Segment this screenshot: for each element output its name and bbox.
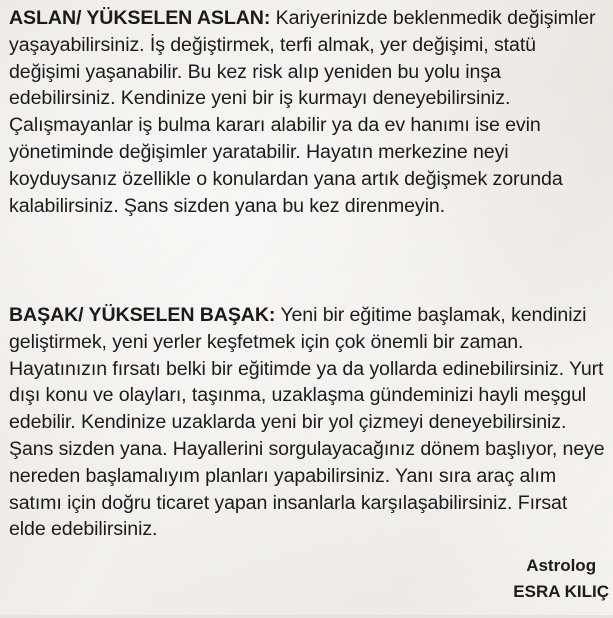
author-signature: [513, 553, 609, 605]
section-body-aslan: Kariyerinizde beklenmedik değişimler yaşayabilirsiniz. İş değiştirmek, terfi almak, yer değişimi, statü değişimi yaşanabilir. Bu kez risk alıp yeniden bu yolu inşa edebilirsiniz. Kendinize yeni bir iş kurmayı deneyebilirsiniz. Çalışmayanlar iş bulma kararı alabilir ya da ev hanımı ise evin yönetiminde değişimler yaratabilir. Hayatın merkezine neyi koyduysanız özellikle o konulardan yana artık değişmek zorunda kalabilirsiniz. Şans sizden yana bu kez direnmeyin.: [9, 7, 596, 217]
signature-name: ESRA KILIÇ: [513, 582, 609, 601]
section-body-basak: Yeni bir eğitime başlamak, kendinizi geliştirmek, yeni yerler keşfetmek için çok önemli bir zaman. Hayatınızın fırsatı belki bir eğitimde ya da yollarda edinebilirsiniz. Yurt dışı konu ve olayları, taşınma, uzaklaşma gündeminizi hayli meşgul edebilir. Kendinize uzaklarda yeni bir yol çizmeyi deneyebilirsiniz. Şans sizden yana. Hayallerini sorgulayacağınız dönem başlıyor, neye nereden başlamalıyım planları yapabilirsiniz. Yanı sıra araç alım satımı için doğru ticaret yapan insanlarla karşılaşabilirsiniz. Fırsat elde edebilirsiniz.: [9, 304, 605, 541]
signature-title: Astrolog: [526, 556, 597, 575]
section-basak: [9, 302, 605, 543]
section-aslan: [9, 5, 605, 219]
section-heading-basak: BAŞAK/ YÜKSELEN BAŞAK:: [9, 304, 276, 326]
section-heading-aslan: ASLAN/ YÜKSELEN ASLAN:: [9, 7, 271, 29]
